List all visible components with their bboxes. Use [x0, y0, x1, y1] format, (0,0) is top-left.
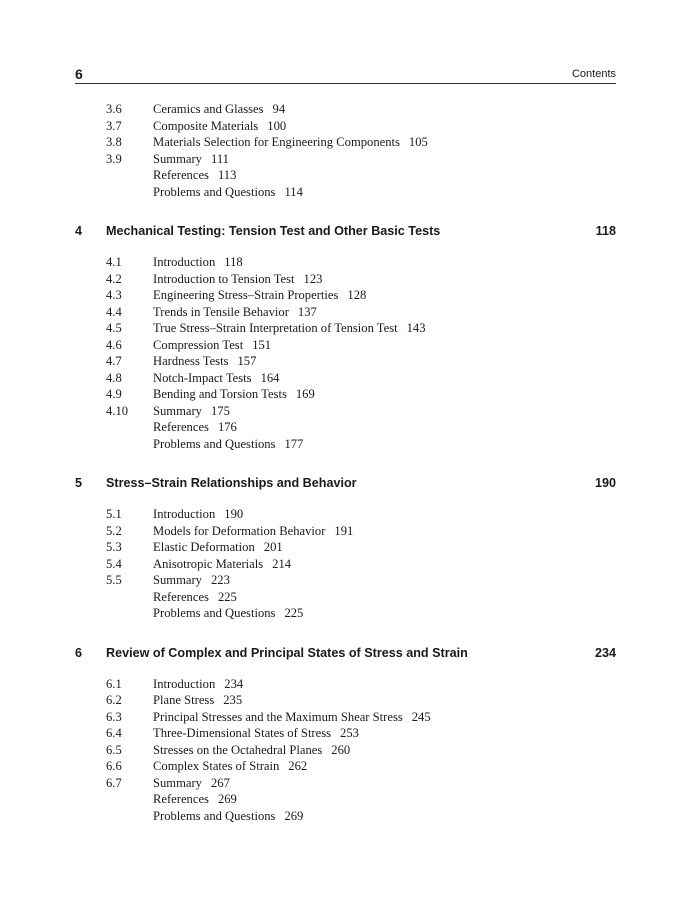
section-page: 157	[237, 354, 257, 368]
section-page: 267	[210, 775, 230, 790]
section-number: 6.4	[106, 726, 122, 740]
section-page: 118	[224, 255, 243, 269]
running-title: Contents	[571, 68, 616, 80]
section-page: 100	[267, 118, 287, 133]
section-entry	[153, 287, 366, 304]
chapter-number: 6	[75, 645, 83, 660]
toc-entry[interactable]	[75, 676, 616, 693]
toc-entry[interactable]	[75, 304, 616, 321]
toc-entry[interactable]	[75, 436, 616, 453]
section-page: 113	[217, 168, 237, 182]
chapter-page: 190	[594, 476, 616, 490]
section-title: Trends in Tensile Behavior	[153, 304, 289, 319]
section-title: References	[153, 420, 209, 434]
toc-entry[interactable]	[75, 709, 616, 726]
section-title: References	[153, 792, 209, 806]
section-title: Models for Deformation Behavior	[153, 523, 326, 538]
section-title: Introduction	[153, 676, 216, 691]
chapter-title: Review of Complex and Principal States of Stress and Strain	[106, 645, 468, 660]
section-number: 4.1	[106, 255, 122, 269]
toc-entry[interactable]	[75, 725, 616, 742]
section-number: 6.6	[106, 759, 122, 773]
section-entry	[153, 676, 243, 693]
section-page: 151	[252, 337, 272, 352]
section-entry	[153, 353, 256, 370]
section-number: 6.2	[106, 693, 122, 707]
chapter-title: Mechanical Testing: Tension Test and Other Basic Tests	[106, 224, 441, 238]
section-entry	[153, 386, 315, 403]
section-number: 5.5	[106, 573, 122, 587]
toc-entry[interactable]	[75, 419, 616, 436]
section-page: 235	[223, 693, 243, 707]
section-title: Summary	[153, 573, 202, 587]
section-title: Problems and Questions	[153, 808, 276, 823]
section-title: Problems and Questions	[153, 436, 276, 451]
section-page: 214	[272, 556, 292, 571]
section-number: 4.3	[106, 288, 122, 302]
section-entry	[153, 403, 230, 420]
toc-entry[interactable]	[75, 572, 616, 589]
section-title: Notch-Impact Tests	[153, 370, 252, 385]
section-title: Compression Test	[153, 337, 244, 352]
section-entry	[153, 320, 426, 337]
toc-entry[interactable]	[75, 758, 616, 775]
section-number: 3.7	[106, 118, 122, 133]
toc-entry[interactable]	[75, 134, 616, 151]
section-entry	[153, 151, 229, 168]
section-page: 262	[288, 759, 308, 773]
section-title: Bending and Torsion Tests	[153, 387, 287, 401]
section-page: 253	[340, 726, 359, 740]
section-page: 191	[334, 523, 354, 538]
chapter-number: 5	[75, 476, 83, 490]
chapter-page: 234	[594, 645, 616, 660]
section-number: 6.1	[106, 676, 122, 691]
toc-entry[interactable]	[75, 539, 616, 556]
section-title: Hardness Tests	[153, 354, 229, 368]
toc-entry[interactable]	[75, 506, 616, 523]
chapter-heading[interactable]	[75, 643, 616, 663]
section-title: Ceramics and Glasses	[153, 102, 264, 116]
section-number: 4.5	[106, 321, 122, 335]
toc-entry[interactable]	[75, 692, 616, 709]
section-number: 4.7	[106, 354, 122, 368]
section-entry	[153, 271, 322, 288]
section-page: 176	[217, 420, 237, 434]
section-page: 114	[284, 184, 303, 199]
section-entry	[153, 436, 303, 453]
toc-entry[interactable]	[75, 605, 616, 622]
section-page: 175	[210, 403, 230, 418]
toc-entry[interactable]	[75, 386, 616, 403]
section-number: 4.8	[106, 370, 122, 385]
toc-entry[interactable]	[75, 118, 616, 135]
section-entry	[153, 118, 286, 135]
section-page: 269	[217, 792, 237, 806]
section-entry	[153, 742, 350, 759]
section-title: Principal Stresses and the Maximum Shear Stress	[153, 709, 403, 724]
section-number: 4.4	[106, 304, 122, 319]
section-page: 105	[408, 135, 428, 149]
header-divider	[75, 83, 616, 84]
toc-entry[interactable]	[75, 101, 616, 118]
toc-entry[interactable]	[75, 403, 616, 420]
section-title: Anisotropic Materials	[153, 556, 264, 571]
toc-entry[interactable]	[75, 337, 616, 354]
section-title: Problems and Questions	[153, 184, 276, 199]
toc-entry[interactable]	[75, 167, 616, 184]
section-entry	[153, 808, 303, 825]
section-page: 225	[284, 606, 304, 620]
toc-entry[interactable]	[75, 151, 616, 168]
page-number: 6	[75, 66, 83, 82]
section-title: Summary	[153, 151, 202, 166]
section-entry	[153, 167, 236, 184]
section-title: References	[153, 168, 209, 182]
section-page: 143	[406, 321, 426, 335]
section-page: 128	[347, 288, 367, 302]
section-page: 269	[284, 808, 304, 823]
chapter-heading[interactable]	[75, 473, 616, 493]
section-entry	[153, 370, 279, 387]
section-title: Stresses on the Octahedral Planes	[153, 742, 323, 757]
section-number: 3.6	[106, 102, 122, 116]
section-entry	[153, 692, 242, 709]
section-page: 177	[284, 436, 304, 451]
section-title: Introduction	[153, 507, 216, 521]
section-page: 164	[260, 370, 280, 385]
section-entry	[153, 791, 237, 808]
section-number: 4.10	[106, 403, 129, 418]
section-title: Introduction to Tension Test	[153, 271, 295, 286]
section-number: 5.4	[106, 556, 122, 571]
section-number: 3.9	[106, 151, 122, 166]
section-page: 260	[331, 742, 351, 757]
section-page: 169	[295, 387, 315, 401]
section-entry	[153, 572, 230, 589]
section-number: 4.2	[106, 271, 122, 286]
section-title: References	[153, 589, 209, 604]
section-title: Materials Selection for Engineering Components	[153, 135, 400, 149]
page-header	[75, 66, 616, 84]
toc-entry[interactable]	[75, 370, 616, 387]
section-page: 201	[263, 540, 283, 554]
section-number: 5.3	[106, 540, 122, 554]
section-page: 234	[224, 676, 244, 691]
section-page: 225	[217, 589, 237, 604]
section-title: Complex States of Strain	[153, 759, 280, 773]
section-number: 4.6	[106, 337, 122, 352]
section-number: 6.3	[106, 709, 122, 724]
section-number: 6.7	[106, 775, 122, 790]
section-entry	[153, 337, 271, 354]
section-number: 6.5	[106, 742, 122, 757]
section-number: 3.8	[106, 135, 122, 149]
section-title: Summary	[153, 403, 202, 418]
section-entry	[153, 506, 243, 523]
toc-entry[interactable]	[75, 287, 616, 304]
section-title: Plane Stress	[153, 693, 215, 707]
section-title: True Stress–Strain Interpretation of Tension Test	[153, 321, 398, 335]
chapter-title: Stress–Strain Relationships and Behavior	[106, 476, 357, 490]
toc-entry[interactable]	[75, 271, 616, 288]
section-number: 4.9	[106, 387, 122, 401]
toc-entry[interactable]	[75, 775, 616, 792]
section-title: Summary	[153, 775, 202, 790]
table-of-contents	[75, 101, 616, 824]
section-title: Composite Materials	[153, 118, 259, 133]
section-page: 190	[224, 507, 244, 521]
toc-entry[interactable]	[75, 523, 616, 540]
section-title: Three-Dimensional States of Stress	[153, 726, 332, 740]
section-title: Problems and Questions	[153, 606, 276, 620]
section-page: 111	[210, 151, 229, 166]
section-page: 223	[210, 573, 230, 587]
section-entry	[153, 725, 359, 742]
section-entry	[153, 134, 428, 151]
section-entry	[153, 101, 285, 118]
section-title: Introduction	[153, 255, 216, 269]
toc-entry[interactable]	[75, 184, 616, 201]
section-entry	[153, 184, 303, 201]
section-entry	[153, 775, 230, 792]
section-title: Engineering Stress–Strain Properties	[153, 288, 339, 302]
toc-entry[interactable]	[75, 589, 616, 606]
section-entry	[153, 304, 317, 321]
section-entry	[153, 709, 431, 726]
toc-entry[interactable]	[75, 791, 616, 808]
toc-entry[interactable]	[75, 742, 616, 759]
section-entry	[153, 758, 307, 775]
toc-entry[interactable]	[75, 254, 616, 271]
section-entry	[153, 419, 237, 436]
section-number: 5.1	[106, 507, 122, 521]
toc-entry[interactable]	[75, 808, 616, 825]
section-page: 245	[411, 709, 431, 724]
toc-entry[interactable]	[75, 353, 616, 370]
chapter-number: 4	[75, 224, 83, 238]
toc-entry[interactable]	[75, 320, 616, 337]
chapter-heading[interactable]	[75, 221, 616, 241]
section-entry	[153, 589, 237, 606]
section-entry	[153, 556, 291, 573]
section-page: 137	[297, 304, 317, 319]
section-entry	[153, 523, 353, 540]
section-page: 123	[303, 271, 323, 286]
chapter-page: 118	[595, 224, 616, 238]
toc-entry[interactable]	[75, 556, 616, 573]
section-title: Elastic Deformation	[153, 540, 255, 554]
section-number: 5.2	[106, 523, 122, 538]
section-entry	[153, 254, 243, 271]
section-page: 94	[272, 102, 286, 116]
section-entry	[153, 605, 303, 622]
section-entry	[153, 539, 283, 556]
